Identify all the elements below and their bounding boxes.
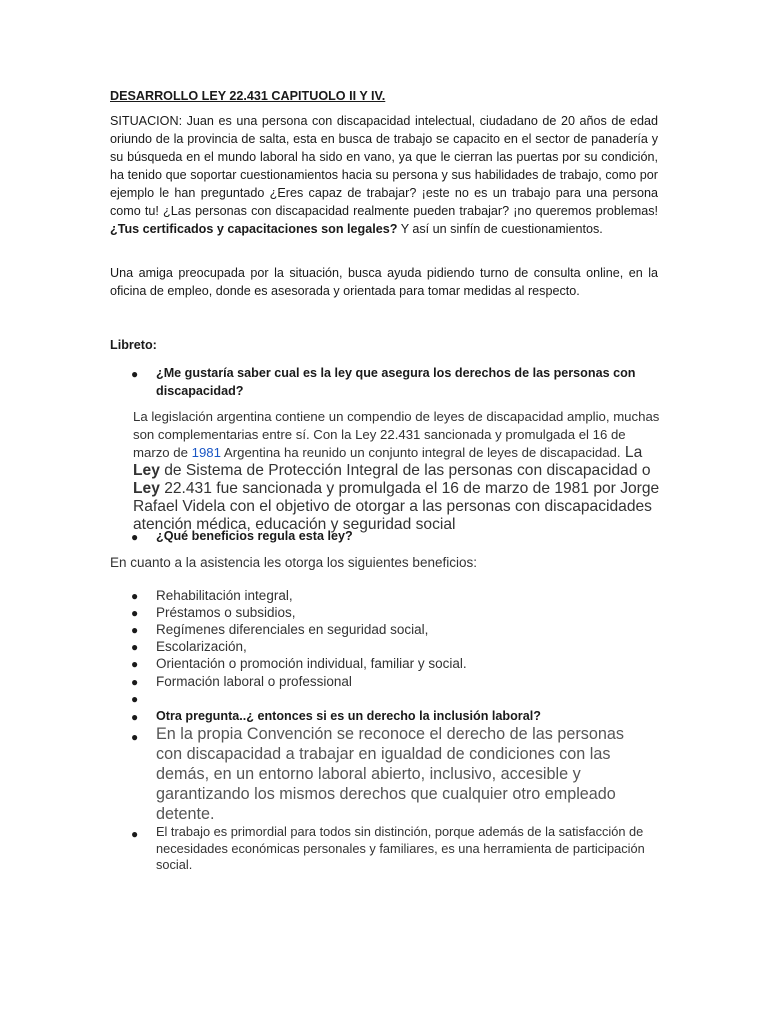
benefit-item: Rehabilitación integral,	[156, 588, 293, 603]
bullet: ●	[131, 827, 139, 841]
answer-1-text-3: 22.431 fue sancionada y promulgada el 16 de marzo de 1981 por Jorge Rafael Videla con el objetivo de otorgar a las personas con discapacidades atención médica, educación y seguridad social	[133, 480, 660, 533]
assistance-intro: En cuanto a la asistencia les otorga los siguientes beneficios:	[110, 555, 477, 570]
friend-paragraph: Una amiga preocupada por la situación, busca ayuda pidiendo turno de consulta online, en la oficina de empleo, donde es asesorada y orientada para tomar medidas al respecto.	[110, 266, 658, 298]
benefit-item: Formación laboral o professional	[156, 674, 352, 689]
answer-1-la: La	[620, 444, 643, 461]
bullet: ●	[131, 710, 139, 724]
benefit-item: Préstamos o subsidios,	[156, 605, 296, 620]
answer-1-text-2: de Sistema de Protección Integral de las personas con discapacidad o	[159, 462, 651, 479]
bullet: ●	[131, 675, 139, 689]
answer-1-ley-2: Ley	[133, 480, 160, 497]
benefit-item: Regímenes diferenciales en seguridad social,	[156, 622, 429, 637]
work-paragraph: El trabajo es primordial para todos sin distinción, porque además de la satisfacción de necesidades económicas personales y familiares, es una herramienta de participación social.	[156, 824, 645, 872]
bullet: ●	[131, 606, 139, 620]
benefit-item: Escolarización,	[156, 639, 247, 654]
question-2: ¿Qué beneficios regula esta ley?	[156, 529, 353, 543]
answer-1-text: La legislación argentina contiene un compendio de leyes de discapacidad amplio, muchas son complementarias entre sí. Con la Ley 22.431 sancionada y promulgada el 16 de marzo de	[133, 409, 660, 460]
bullet: ●	[131, 530, 139, 544]
bullet: ●	[131, 623, 139, 637]
situation-paragraph	[110, 112, 658, 238]
convention-paragraph: En la propia Convención se reconoce el derecho de las personas con discapacidad a trabajar en igualdad de condiciones con las demás, en un entorno laboral abierto, inclusivo, accesible y garantizando los mismos derechos que cualquier otro empleado detente.	[156, 725, 624, 823]
question-1: ¿Me gustaría saber cual es la ley que asegura los derechos de las personas con discapacidad?	[156, 366, 636, 398]
bullet: ●	[131, 640, 139, 654]
bullet: ●	[131, 730, 139, 744]
situation-text: SITUACION: Juan es una persona con discapacidad intelectual, ciudadano de 20 años de edad oriundo de la provincia de salta, esta en busca de trabajo se capacito en el sector de panadería y su búsqueda en el mundo laboral ha sido en vano, ya que le cierran las puertas por su condición, ha tenido que soportar cuestionamientos hacia su persona y sus habilidades de trabajo, como por ejemplo le han preguntado ¿Eres capaz de trabajar? ¡este no es un trabajo para una persona como tu! ¿Las personas con discapacidad realmente pueden trabajar? ¡no queremos problemas!	[110, 114, 658, 218]
document-title: DESARROLLO LEY 22.431 CAPITUOLO II Y IV.	[110, 89, 386, 103]
bullet: ●	[131, 692, 139, 706]
situation-text-end: Y así un sinfín de cuestionamientos.	[397, 222, 603, 236]
bullet: ●	[131, 367, 139, 381]
script-heading: Libreto:	[110, 338, 157, 352]
answer-1-ley: Ley	[133, 462, 160, 479]
situation-bold-question: ¿Tus certificados y capacitaciones son legales?	[110, 222, 398, 236]
bullet: ●	[131, 657, 139, 671]
bullet: ●	[131, 589, 139, 603]
benefit-item: Orientación o promoción individual, familiar y social.	[156, 656, 467, 671]
question-3: Otra pregunta..¿ entonces si es un derecho la inclusión laboral?	[156, 709, 541, 723]
answer-1	[133, 408, 663, 534]
answer-1-text-cont: Argentina ha reunido un conjunto integral de leyes de discapacidad.	[220, 445, 621, 460]
answer-1-year-link[interactable]: 1981	[191, 445, 221, 460]
